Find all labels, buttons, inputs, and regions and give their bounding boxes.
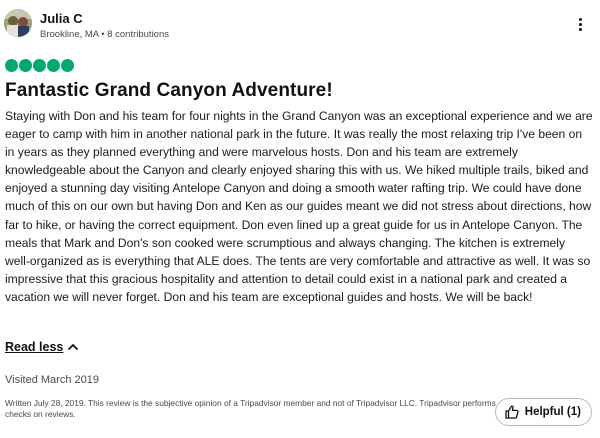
visited-date: Visited March 2019: [5, 374, 99, 386]
more-options-button[interactable]: [572, 16, 588, 36]
rating-bubble-icon: [33, 59, 46, 72]
helpful-label: Helpful (1): [524, 406, 581, 418]
rating-bubble-icon: [61, 59, 74, 72]
chevron-up-icon: [67, 341, 79, 353]
vertical-ellipsis-icon: [572, 18, 588, 31]
rating-bubble-icon: [47, 59, 60, 72]
avatar-photo-icon: [4, 9, 32, 37]
review-body: Staying with Don and his team for four nights in the Grand Canyon was an exceptional experience and we are eager to camp with him in another national park in the future. It was really the most relaxing trip I've been on in years as they planned everything and were marvelous hosts. Don and his team are extremely knowledgeable about the Canyon and clearly enjoyed sharing this with us. We hiked multiple trails, biked and enjoyed a stunning day visiting Antelope Canyon and doing a smooth water rafting trip. We could have done much of this on our own but having Don and Ken as our guides meant we did not stress about directions, how far to hike, or having the correct equipment. Don even lined up a great guide for us in Antelope Canyon. The meals that Mark and Don's son cooked were scrumptious and always changing. The kitchen is extremely well-organized as is everything that ALE does. The tents are very comfortable and attractive as well. It was so impressive that this gracious hospitality and attention to detail could exist in a national park and created a vacation we will never forget. Don and his team are exceptional guides and hosts. We will be back!: [5, 109, 593, 304]
read-less-button[interactable]: [5, 340, 79, 354]
review-disclaimer: Written July 28, 2019. This review is the subjective opinion of a Tripadvisor member and not of Tripadvisor LLC. Tripadvisor performs checks on reviews.: [5, 398, 496, 419]
avatar[interactable]: [4, 9, 32, 37]
thumbs-up-icon: [504, 404, 520, 420]
read-less-label: Read less: [5, 340, 64, 354]
author-meta: Brookline, MA • 8 contributions: [40, 29, 170, 40]
rating-bubble-icon: [5, 59, 18, 72]
rating-bubble-icon: [19, 59, 32, 72]
helpful-button[interactable]: [495, 398, 592, 426]
review-header: [4, 6, 596, 46]
review-title: Fantastic Grand Canyon Adventure!: [5, 80, 333, 101]
rating-bubbles: [5, 59, 74, 73]
author-name[interactable]: Julia C: [40, 11, 83, 26]
